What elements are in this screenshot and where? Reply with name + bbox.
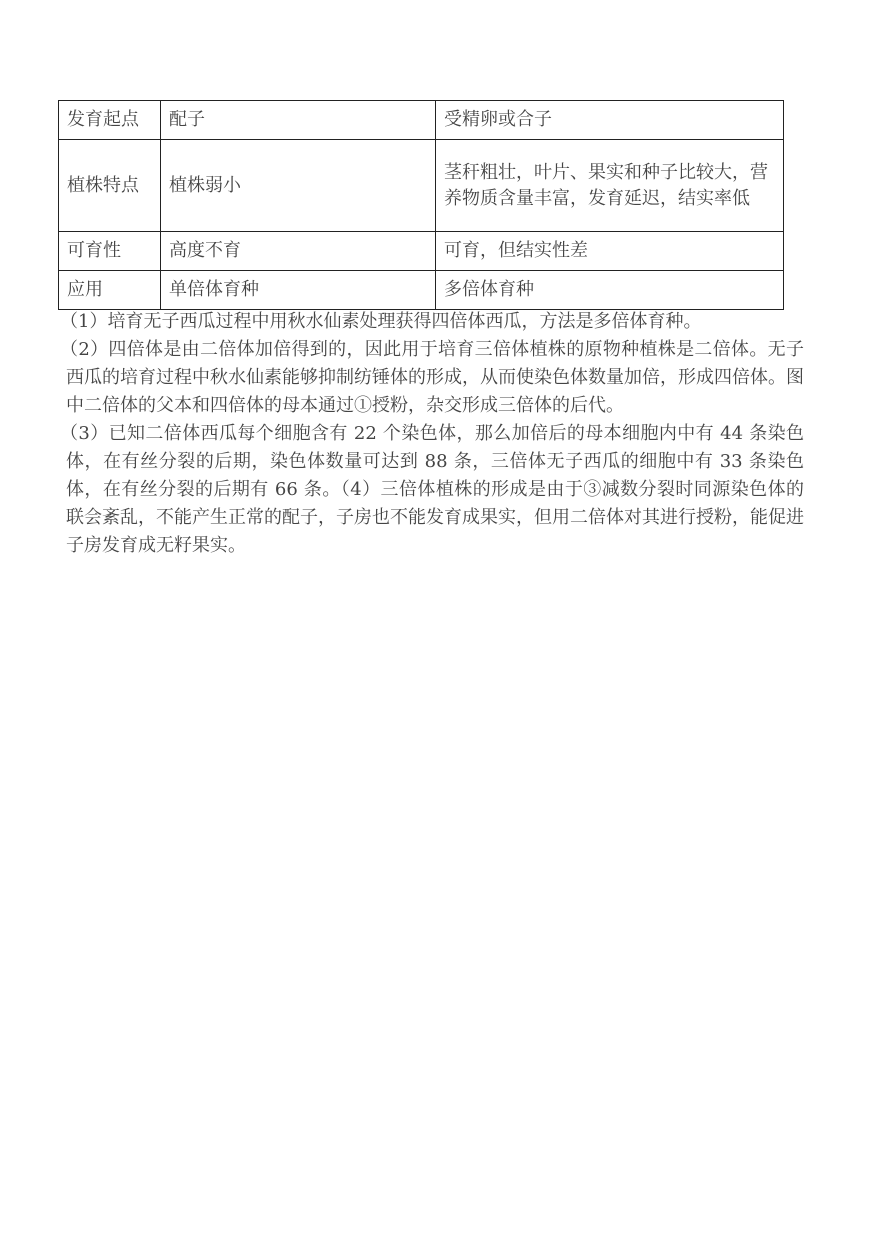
table-row (59, 232, 784, 271)
row-header-cell: 应用 (59, 271, 161, 310)
row-header-cell: 发育起点 (59, 101, 161, 140)
table-row (59, 140, 784, 232)
answer-text (60, 308, 804, 560)
row-header-cell: 植株特点 (59, 140, 161, 232)
row-header-cell: 可育性 (59, 232, 161, 271)
haploid-cell: 配子 (161, 101, 436, 140)
answer-paragraph-1: （1）培育无子西瓜过程中用秋水仙素处理获得四倍体西瓜，方法是多倍体育种。 (60, 311, 702, 332)
comparison-table (58, 100, 784, 310)
answer-paragraph-2: （2）四倍体是由二倍体加倍得到的，因此用于培育三倍体植株的原物种植株是二倍体。无子西瓜的培育过程中秋水仙素能够抑制纺锤体的形成，从而使染色体数量加倍，形成四倍体。图中二倍体的父本和四倍体的母本通过①授粉，杂交形成三倍体的后代。 (60, 339, 804, 416)
table-row (59, 101, 784, 140)
haploid-cell: 高度不育 (161, 232, 436, 271)
polyploid-cell: 受精卵或合子 (436, 101, 784, 140)
answer-paragraph-3: （3）已知二倍体西瓜每个细胞含有 22 个染色体，那么加倍后的母本细胞内中有 44 条染色体，在有丝分裂的后期，染色体数量可达到 88 条，三倍体无子西瓜的细胞中有 33 条染色体，在有丝分裂的后期有 66 条。（4）三倍体植株的形成是由于③减数分裂时同源染色体的联会紊乱，不能产生正常的配子，子房也不能发育成果实，但用二倍体对其进行授粉，能促进子房发育成无籽果实。 (60, 423, 804, 556)
polyploid-cell: 茎秆粗壮，叶片、果实和种子比较大，营养物质含量丰富，发育延迟，结实率低 (436, 140, 784, 232)
haploid-cell: 单倍体育种 (161, 271, 436, 310)
polyploid-cell: 多倍体育种 (436, 271, 784, 310)
haploid-cell: 植株弱小 (161, 140, 436, 232)
polyploid-cell: 可育，但结实性差 (436, 232, 784, 271)
table-row (59, 271, 784, 310)
